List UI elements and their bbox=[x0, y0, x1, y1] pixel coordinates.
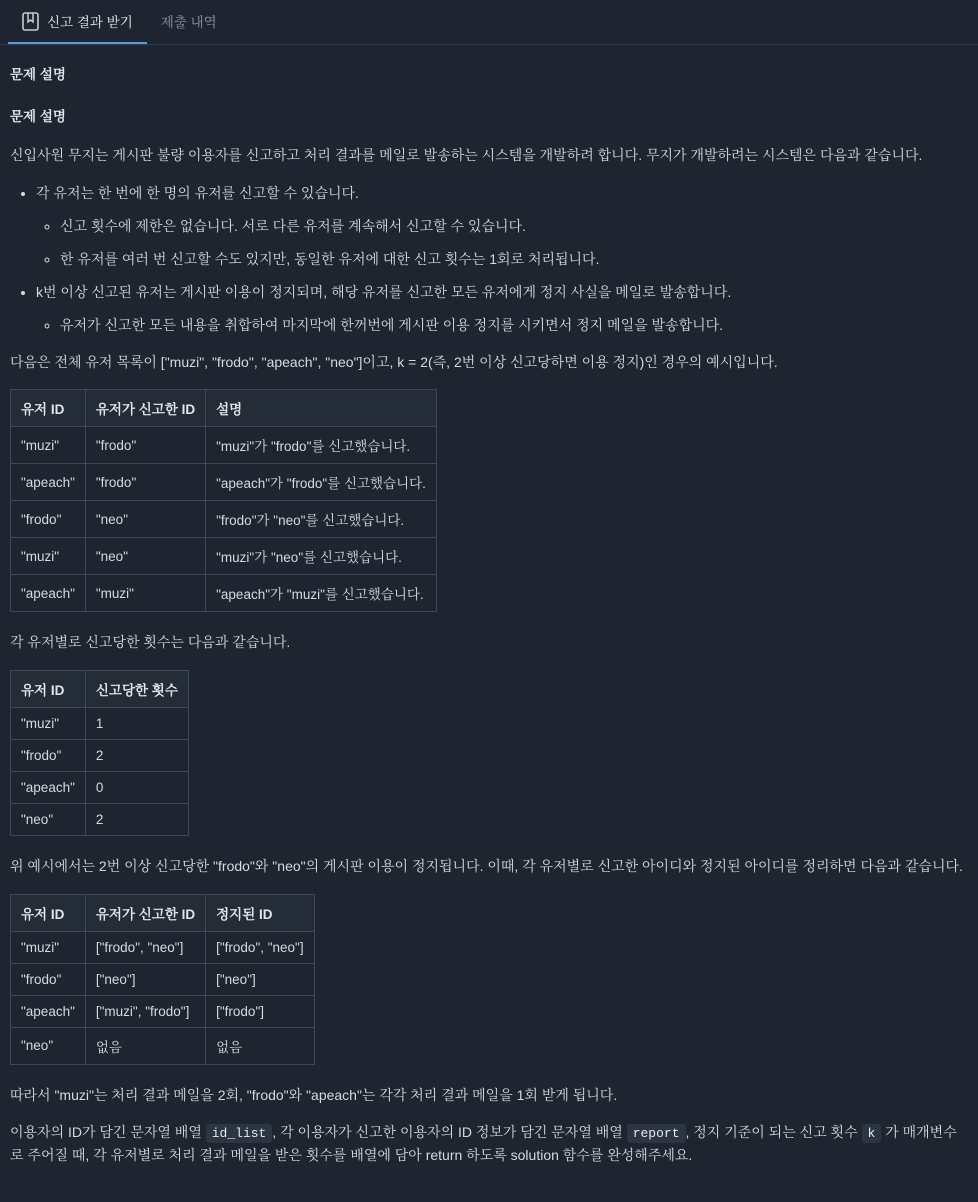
table-row bbox=[11, 575, 437, 612]
table-header-row bbox=[11, 390, 437, 427]
rule-text: 각 유저는 한 번에 한 명의 유저를 신고할 수 있습니다. bbox=[36, 184, 359, 201]
table-cell: "frodo"가 "neo"를 신고했습니다. bbox=[206, 501, 437, 538]
table-cell: "apeach"가 "muzi"를 신고했습니다. bbox=[206, 575, 437, 612]
table-cell: "muzi" bbox=[11, 708, 86, 740]
example-intro: 다음은 전체 유저 목록이 ["muzi", "frodo", "apeach", "neo"]이고, k = 2(즉, 2번 이상 신고당하면 이용 정지)인 경우의 예시입니다. bbox=[10, 353, 778, 370]
table-cell: ["muzi", "frodo"] bbox=[85, 995, 205, 1027]
section-title: 문제 설명 bbox=[10, 67, 66, 82]
column-header: 유저가 신고한 ID bbox=[85, 894, 205, 931]
table-cell: 2 bbox=[85, 804, 188, 836]
table-row bbox=[11, 995, 315, 1027]
table-cell: "apeach" bbox=[11, 772, 86, 804]
tab-label: 제출 내역 bbox=[160, 15, 217, 30]
table-row bbox=[11, 804, 189, 836]
column-header: 유저가 신고한 ID bbox=[85, 390, 205, 427]
table-cell: "muzi" bbox=[11, 538, 86, 575]
table-cell: "neo" bbox=[11, 804, 86, 836]
table-cell: "frodo" bbox=[85, 427, 205, 464]
table-cell: 없음 bbox=[85, 1027, 205, 1064]
sub-rules-list bbox=[36, 216, 968, 270]
table-cell: ["frodo"] bbox=[206, 995, 314, 1027]
column-header: 신고당한 횟수 bbox=[85, 671, 188, 708]
report-detail-table bbox=[10, 389, 437, 612]
table-row bbox=[11, 538, 437, 575]
table3-intro: 위 예시에서는 2번 이상 신고당한 "frodo"와 "neo"의 게시판 이용이 정지됩니다. 이때, 각 유저별로 신고한 아이디와 정지된 아이디를 정리하면 다음과 같습니다. bbox=[10, 858, 963, 875]
list-item bbox=[36, 282, 968, 336]
table-cell: "frodo" bbox=[85, 464, 205, 501]
tab-label: 신고 결과 받기 bbox=[47, 15, 133, 30]
tab-bar bbox=[0, 0, 978, 45]
table-row bbox=[11, 708, 189, 740]
table-cell: 1 bbox=[85, 708, 188, 740]
column-header: 설명 bbox=[206, 390, 437, 427]
table-row bbox=[11, 740, 189, 772]
tab-report-result[interactable] bbox=[8, 0, 147, 44]
table-header-row bbox=[11, 894, 315, 931]
table-row bbox=[11, 772, 189, 804]
table-cell: ["neo"] bbox=[206, 963, 314, 995]
table-cell: "frodo" bbox=[11, 501, 86, 538]
intro-paragraph: 신입사원 무지는 게시판 불량 이용자를 신고하고 처리 결과를 메일로 발송하는 시스템을 개발하려 합니다. 무지가 개발하려는 시스템은 다음과 같습니다. bbox=[10, 147, 923, 163]
code-id-list: id_list bbox=[206, 1124, 273, 1143]
table-cell: "neo" bbox=[85, 538, 205, 575]
table-cell: "muzi" bbox=[11, 427, 86, 464]
sub-rules-list bbox=[36, 315, 968, 336]
final-text-part2: , 각 이용자가 신고한 이용자의 ID 정보가 담긴 문자열 배열 bbox=[272, 1124, 623, 1141]
table-cell: "neo" bbox=[85, 501, 205, 538]
conclusion-paragraph: 따라서 "muzi"는 처리 결과 메일을 2회, "frodo"와 "apeach"는 각각 처리 결과 메일을 1회 받게 됩니다. bbox=[10, 1086, 618, 1103]
bookmark-icon bbox=[22, 12, 39, 31]
table-cell: "muzi" bbox=[85, 575, 205, 612]
table-cell: ["frodo", "neo"] bbox=[85, 931, 205, 963]
table-cell: "muzi" bbox=[11, 931, 86, 963]
page-title: 문제 설명 bbox=[10, 109, 66, 124]
final-text-part4: 가 매개변수로 주어질 때, 각 유저별로 처리 결과 메일을 받은 횟수를 배열에 담아 return 하도록 solution 함수를 완성해주세요. bbox=[10, 1124, 957, 1163]
suspended-id-table bbox=[10, 894, 315, 1065]
column-header: 유저 ID bbox=[11, 671, 86, 708]
table-cell: "apeach" bbox=[11, 995, 86, 1027]
table-cell: "apeach"가 "frodo"를 신고했습니다. bbox=[206, 464, 437, 501]
list-item bbox=[36, 183, 968, 270]
table-header-row bbox=[11, 671, 189, 708]
table-row bbox=[11, 427, 437, 464]
code-k: k bbox=[862, 1124, 882, 1143]
report-count-table bbox=[10, 670, 189, 836]
table-row bbox=[11, 501, 437, 538]
table-row bbox=[11, 963, 315, 995]
rule-text: k번 이상 신고된 유저는 게시판 이용이 정지되며, 해당 유저를 신고한 모든 유저에게 정지 사실을 메일로 발송합니다. bbox=[36, 283, 732, 300]
final-paragraph bbox=[10, 1122, 968, 1166]
final-text-part3: , 정지 기준이 되는 신고 횟수 bbox=[685, 1124, 858, 1141]
column-header: 정지된 ID bbox=[206, 894, 314, 931]
list-item: ◦ 한 유저를 여러 번 신고할 수도 있지만, 동일한 유저에 대한 신고 횟수는 1회로 처리됩니다. bbox=[60, 249, 968, 270]
table-row bbox=[11, 464, 437, 501]
final-text-part1: 이용자의 ID가 담긴 문자열 배열 bbox=[10, 1124, 202, 1141]
table-cell: "muzi"가 "neo"를 신고했습니다. bbox=[206, 538, 437, 575]
table-cell: "muzi"가 "frodo"를 신고했습니다. bbox=[206, 427, 437, 464]
table-cell: 0 bbox=[85, 772, 188, 804]
tab-submission-history[interactable] bbox=[147, 0, 231, 44]
table-row bbox=[11, 1027, 315, 1064]
table-cell: "apeach" bbox=[11, 575, 86, 612]
table-cell: 2 bbox=[85, 740, 188, 772]
list-item: ◦ 유저가 신고한 모든 내용을 취합하여 마지막에 한꺼번에 게시판 이용 정지를 시키면서 정지 메일을 발송합니다. bbox=[60, 315, 968, 336]
table-row bbox=[11, 931, 315, 963]
table-cell: ["neo"] bbox=[85, 963, 205, 995]
table-cell: ["frodo", "neo"] bbox=[206, 931, 314, 963]
table-cell: "frodo" bbox=[11, 963, 86, 995]
table-cell: 없음 bbox=[206, 1027, 314, 1064]
rules-list bbox=[10, 183, 968, 336]
column-header: 유저 ID bbox=[11, 390, 86, 427]
problem-content bbox=[0, 45, 978, 1202]
table-cell: "apeach" bbox=[11, 464, 86, 501]
list-item: ◦ 신고 횟수에 제한은 없습니다. 서로 다른 유저를 계속해서 신고할 수 있습니다. bbox=[60, 216, 968, 237]
code-report: report bbox=[627, 1124, 686, 1143]
table2-intro: 각 유저별로 신고당한 횟수는 다음과 같습니다. bbox=[10, 634, 291, 651]
column-header: 유저 ID bbox=[11, 894, 86, 931]
table-cell: "neo" bbox=[11, 1027, 86, 1064]
table-cell: "frodo" bbox=[11, 740, 86, 772]
